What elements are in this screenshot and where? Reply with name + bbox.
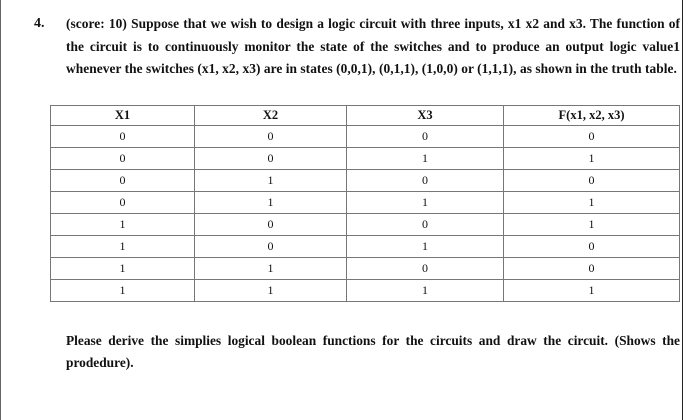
cell-x1: 0 — [51, 170, 195, 192]
cell-f: 0 — [504, 258, 680, 280]
cell-x3: 0 — [347, 126, 504, 148]
table-row — [51, 258, 680, 280]
cell-x2: 1 — [195, 258, 347, 280]
cell-f: 1 — [504, 280, 680, 302]
cell-x1: 0 — [51, 148, 195, 170]
cell-x3: 0 — [347, 214, 504, 236]
cell-x1: 1 — [51, 236, 195, 258]
page-left-border — [0, 0, 1, 420]
header-f: F(x1, x2, x3) — [504, 106, 680, 126]
header-x3: X3 — [347, 106, 504, 126]
cell-x3: 0 — [347, 258, 504, 280]
question-number: 4. — [34, 16, 45, 31]
cell-x2: 0 — [195, 126, 347, 148]
instruction-text: Please derive the simplies logical boolean functions for the circuits and draw the circuit. (Shows the prodedure). — [66, 333, 680, 370]
cell-x1: 1 — [51, 258, 195, 280]
cell-f: 1 — [504, 148, 680, 170]
cell-x3: 1 — [347, 148, 504, 170]
table-row — [51, 280, 680, 302]
cell-x2: 0 — [195, 148, 347, 170]
cell-x3: 1 — [347, 280, 504, 302]
cell-x2: 1 — [195, 170, 347, 192]
table-row — [51, 126, 680, 148]
cell-f: 0 — [504, 236, 680, 258]
truth-table — [50, 105, 680, 302]
truth-table-header-row — [51, 106, 680, 126]
cell-x2: 0 — [195, 214, 347, 236]
cell-x1: 0 — [51, 126, 195, 148]
cell-f: 0 — [504, 170, 680, 192]
cell-f: 1 — [504, 192, 680, 214]
cell-x1: 1 — [51, 280, 195, 302]
table-row — [51, 148, 680, 170]
cell-x1: 1 — [51, 214, 195, 236]
cell-x3: 0 — [347, 170, 504, 192]
table-row — [51, 236, 680, 258]
cell-x2: 1 — [195, 192, 347, 214]
cell-x2: 0 — [195, 236, 347, 258]
cell-f: 0 — [504, 126, 680, 148]
cell-x3: 1 — [347, 192, 504, 214]
table-row — [51, 192, 680, 214]
table-row — [51, 170, 680, 192]
header-x1: X1 — [51, 106, 195, 126]
cell-x3: 1 — [347, 236, 504, 258]
cell-f: 1 — [504, 214, 680, 236]
cell-x2: 1 — [195, 280, 347, 302]
page-right-border — [682, 0, 683, 420]
header-x2: X2 — [195, 106, 347, 126]
cell-x1: 0 — [51, 192, 195, 214]
question-text: (score: 10) Suppose that we wish to design a logic circuit with three inputs, x1 x2 and x3. The function of the circuit is to continuously monitor the state of the switches and to produce an output logic value1 whenever the switches (x1, x2, x3) are in states (0,0,1), (0,1,1), (1,0,0) or (1,1,1), as shown in the truth table. — [66, 16, 680, 76]
table-row — [51, 214, 680, 236]
